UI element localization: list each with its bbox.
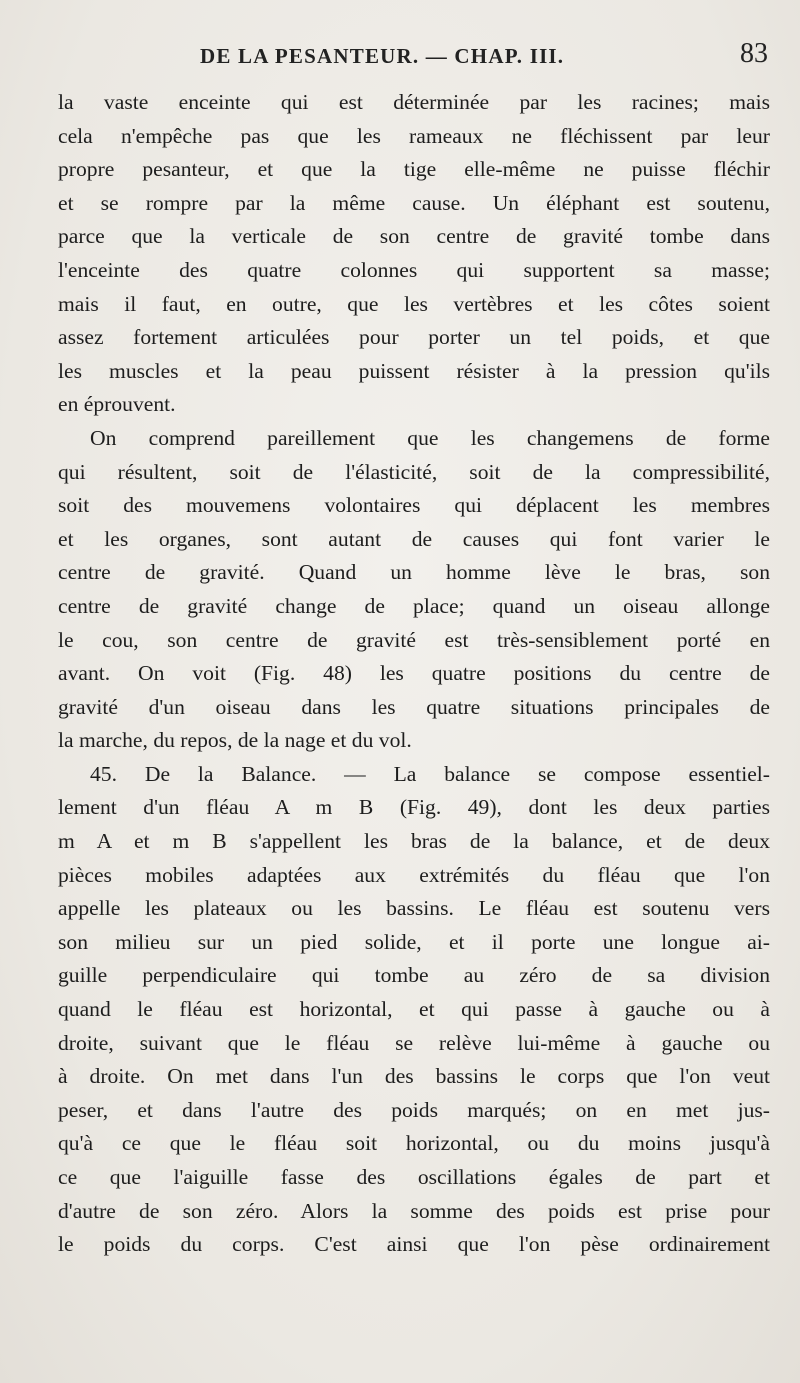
text-line: m A et m B s'appellent les bras de la balance, et de deux (58, 829, 770, 854)
text-line: parce que la verticale de son centre de gravité tombe dans (58, 224, 770, 249)
text-line: en éprouvent. (58, 392, 176, 417)
text-line: son milieu sur un pied solide, et il porte une longue ai- (58, 929, 770, 954)
text-line: centre de gravité. Quand un homme lève le bras, son (58, 560, 770, 585)
text-line: avant. On voit (Fig. 48) les quatre positions du centre de (58, 661, 770, 686)
page-number: 83 (740, 38, 768, 69)
text-line: mais il faut, en outre, que les vertèbres et les côtes soient (58, 291, 770, 316)
text-line: guille perpendiculaire qui tombe au zéro de sa division (58, 963, 770, 988)
text-line: propre pesanteur, et que la tige elle-même ne puisse fléchir (58, 157, 770, 182)
text-line: centre de gravité change de place; quand un oiseau allonge (58, 593, 770, 618)
running-head: DE LA PESANTEUR. — CHAP. III. (200, 44, 565, 68)
text-line: et se rompre par la même cause. Un éléphant est soutenu, (58, 190, 770, 215)
text-line: lement d'un fléau A m B (Fig. 49), dont les deux parties (58, 795, 770, 820)
text-line: les muscles et la peau puissent résister à la pression qu'ils (58, 358, 770, 383)
text-line: appelle les plateaux ou les bassins. Le fléau est soutenu vers (58, 896, 770, 921)
text-line: d'autre de son zéro. Alors la somme des poids est prise pour (58, 1198, 770, 1223)
text-line: le cou, son centre de gravité est très-sensiblement porté en (58, 627, 770, 652)
text-line: assez fortement articulées pour porter un tel poids, et que (58, 325, 770, 350)
section-start-line: 45. De la Balance. — La balance se compose essentiel- (90, 761, 770, 786)
text-line: qui résultent, soit de l'élasticité, soit de la compressibilité, (58, 459, 770, 484)
text-line: et les organes, sont autant de causes qui font varier le (58, 526, 770, 551)
paragraph-start-line: On comprend pareillement que les changemens de forme (90, 425, 770, 450)
text-line: peser, et dans l'autre des poids marqués; on en met jus- (58, 1097, 770, 1122)
page-header (96, 38, 768, 82)
text-line: la marche, du repos, de la nage et du vol. (58, 728, 412, 753)
text-line: gravité d'un oiseau dans les quatre situations principales de (58, 694, 770, 719)
text-line: droite, suivant que le fléau se relève lui-même à gauche ou (58, 1030, 770, 1055)
text-line: la vaste enceinte qui est déterminée par les racines; mais (58, 90, 770, 114)
text-line: cela n'empêche pas que les rameaux ne fléchissent par leur (58, 123, 770, 148)
text-line: pièces mobiles adaptées aux extrémités du fléau que l'on (58, 862, 770, 887)
text-line: soit des mouvemens volontaires qui déplacent les membres (58, 493, 770, 518)
text-line: quand le fléau est horizontal, et qui passe à gauche ou à (58, 997, 770, 1022)
text-line: l'enceinte des quatre colonnes qui supportent sa masse; (58, 257, 770, 282)
text-line: le poids du corps. C'est ainsi que l'on pèse ordinairement (58, 1232, 770, 1257)
text-line: qu'à ce que le fléau soit horizontal, ou du moins jusqu'à (58, 1131, 770, 1156)
body-text (58, 86, 770, 1262)
text-line: à droite. On met dans l'un des bassins le corps que l'on veut (58, 1064, 770, 1089)
text-line: ce que l'aiguille fasse des oscillations égales de part et (58, 1165, 770, 1189)
